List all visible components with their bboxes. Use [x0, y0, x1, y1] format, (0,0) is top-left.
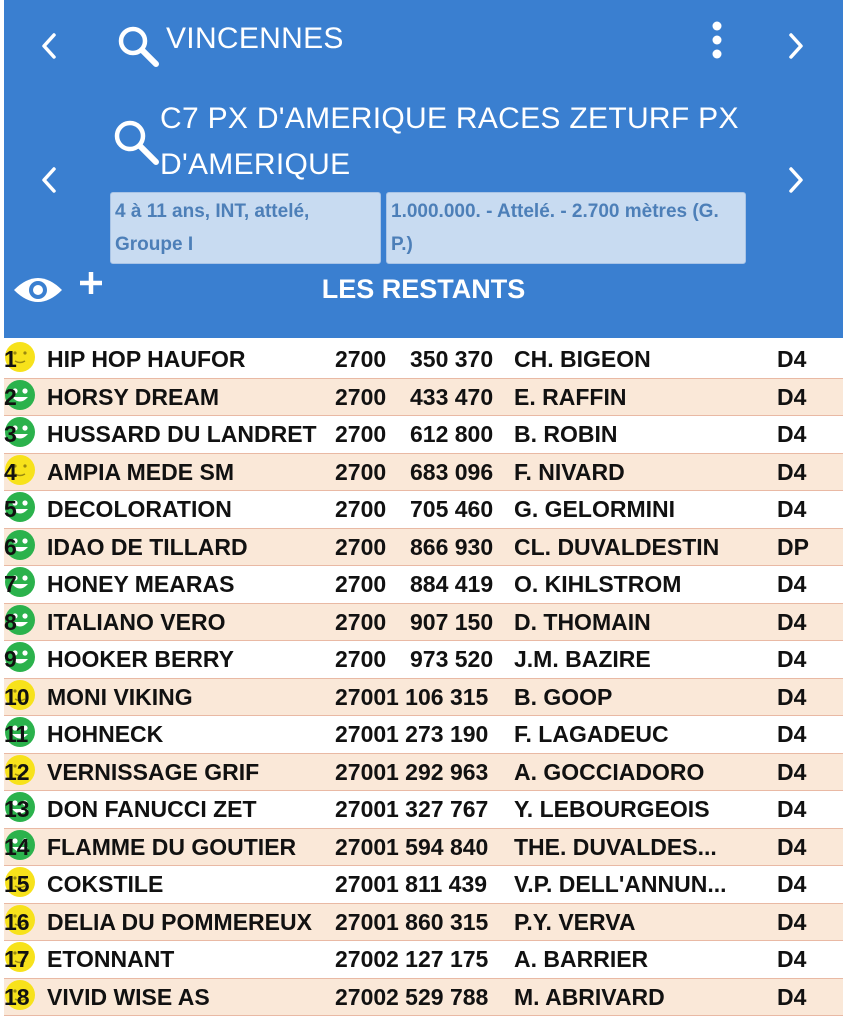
runner-gains: 884 419 — [410, 571, 494, 597]
runner-number: 10 — [4, 683, 30, 710]
runner-number: 6 — [4, 533, 17, 560]
shoeing-code: D4 — [777, 758, 807, 785]
runner-number: 17 — [4, 946, 30, 972]
horse-name: DELIA DU POMMEREUX — [47, 908, 312, 935]
prev-race-button[interactable] — [29, 158, 69, 202]
runner-number: 11 — [4, 721, 29, 747]
runner-gains: 1 594 840 — [386, 833, 489, 860]
shoeing-code: D4 — [777, 721, 807, 747]
horse-name: DON FANUCCI ZET — [47, 796, 257, 822]
runner-number: 4 — [4, 458, 17, 485]
horse-name: ETONNANT — [47, 946, 175, 972]
next-race-button[interactable] — [776, 158, 816, 202]
runner-row[interactable] — [4, 866, 843, 904]
section-title: LES RESTANTS — [321, 274, 526, 304]
runner-distance: 2700 — [335, 683, 387, 710]
runner-gains: 350 370 — [410, 346, 494, 372]
runner-number: 12 — [4, 758, 30, 785]
horse-name: HOHNECK — [47, 721, 164, 747]
runner-row[interactable] — [4, 754, 843, 792]
driver-name: B. ROBIN — [514, 421, 618, 447]
driver-name: O. KIHLSTROM — [514, 571, 682, 597]
runner-number: 2 — [4, 383, 17, 410]
driver-name: M. ABRIVARD — [514, 983, 665, 1010]
driver-name: CH. BIGEON — [514, 346, 651, 372]
runner-gains: 612 800 — [410, 421, 494, 447]
runner-row[interactable] — [4, 416, 843, 454]
runner-gains: 1 327 767 — [386, 796, 489, 822]
runner-gains: 1 292 963 — [386, 758, 489, 785]
horse-name: HOOKER BERRY — [47, 646, 234, 672]
race-conditions: 4 à 11 ans, INT, attelé, Groupe I — [110, 192, 381, 264]
runner-distance: 2700 — [335, 833, 387, 860]
runner-distance: 2700 — [335, 758, 387, 785]
driver-name: CL. DUVALDESTIN — [514, 533, 720, 560]
runner-number: 8 — [4, 608, 17, 635]
runner-number: 1 — [4, 346, 17, 372]
shoeing-code: D4 — [777, 646, 807, 672]
runner-gains: 1 106 315 — [386, 683, 489, 710]
runner-distance: 2700 — [335, 608, 387, 635]
runner-row[interactable] — [4, 454, 843, 492]
runner-number: 14 — [4, 833, 30, 860]
driver-name: G. GELORMINI — [514, 496, 675, 522]
driver-name: J.M. BAZIRE — [514, 646, 651, 672]
runner-distance: 2700 — [335, 571, 387, 597]
search-race-icon[interactable] — [112, 118, 162, 168]
runner-number: 3 — [4, 421, 17, 447]
driver-name: A. GOCCIADORO — [514, 758, 705, 785]
runner-row[interactable] — [4, 941, 843, 979]
runner-distance: 2700 — [335, 533, 387, 560]
chevron-left-icon — [39, 31, 59, 61]
runner-number: 13 — [4, 796, 30, 822]
more-vertical-icon — [712, 20, 722, 60]
runner-distance: 2700 — [335, 421, 387, 447]
driver-name: Y. LEBOURGEOIS — [514, 796, 710, 822]
runner-row[interactable] — [4, 566, 843, 604]
runner-gains: 866 930 — [410, 533, 494, 560]
shoeing-code: D4 — [777, 983, 807, 1010]
shoeing-code: D4 — [777, 571, 807, 597]
horse-name: VERNISSAGE GRIF — [47, 758, 260, 785]
runner-distance: 2700 — [335, 796, 387, 822]
runner-number: 5 — [4, 496, 17, 522]
runner-distance: 2700 — [335, 946, 387, 972]
runner-distance: 2700 — [335, 908, 387, 935]
horse-name: HUSSARD DU LANDRET — [47, 421, 317, 447]
runner-gains: 683 096 — [410, 458, 494, 485]
overflow-menu-button[interactable] — [702, 18, 732, 62]
venue-name[interactable]: VINCENNES — [166, 22, 344, 55]
horse-name: HIP HOP HAUFOR — [47, 346, 246, 372]
driver-name: D. THOMAIN — [514, 608, 651, 635]
driver-name: THE. DUVALDES... — [514, 833, 717, 860]
prev-venue-button[interactable] — [29, 24, 69, 68]
shoeing-code: D4 — [777, 346, 807, 372]
runner-gains: 2 529 788 — [386, 983, 489, 1010]
race-header — [4, 0, 843, 338]
shoeing-code: D4 — [777, 608, 807, 635]
driver-name: B. GOOP — [514, 683, 613, 710]
shoeing-code: D4 — [777, 458, 807, 485]
runner-distance: 2700 — [335, 346, 387, 372]
runner-number: 16 — [4, 908, 30, 935]
driver-name: E. RAFFIN — [514, 383, 627, 410]
horse-name: ITALIANO VERO — [47, 608, 226, 635]
runner-row[interactable] — [4, 979, 843, 1017]
runner-row[interactable] — [4, 904, 843, 942]
runner-distance: 2700 — [335, 383, 387, 410]
shoeing-code: D4 — [777, 871, 807, 897]
horse-name: HONEY MEARAS — [47, 571, 235, 597]
runner-number: 15 — [4, 871, 30, 897]
runner-gains: 433 470 — [410, 383, 494, 410]
driver-name: A. BARRIER — [514, 946, 649, 972]
runner-row[interactable] — [4, 341, 843, 379]
driver-name: F. LAGADEUC — [514, 721, 669, 747]
horse-name: COKSTILE — [47, 871, 164, 897]
runner-row[interactable] — [4, 529, 843, 567]
shoeing-code: D4 — [777, 833, 807, 860]
runner-number: 7 — [4, 571, 17, 597]
runner-distance: 2700 — [335, 458, 387, 485]
shoeing-code: DP — [777, 533, 809, 560]
driver-name: V.P. DELL'ANNUN... — [514, 871, 727, 897]
runner-row[interactable] — [4, 379, 843, 417]
runner-number: 9 — [4, 646, 17, 672]
horse-name: AMPIA MEDE SM — [47, 458, 234, 485]
shoeing-code: D4 — [777, 946, 807, 972]
runner-row[interactable] — [4, 679, 843, 717]
runner-gains: 1 860 315 — [386, 908, 489, 935]
horse-name: MONI VIKING — [47, 683, 193, 710]
search-venue-icon[interactable] — [116, 24, 162, 70]
driver-name: F. NIVARD — [514, 458, 625, 485]
race-details: 1.000.000. - Attelé. - 2.700 mètres (G. P.) — [386, 192, 746, 264]
runner-gains: 973 520 — [410, 646, 494, 672]
shoeing-code: D4 — [777, 421, 807, 447]
race-title[interactable]: C7 PX D'AMERIQUE RACES ZETURF PX D'AMERIQUE — [160, 102, 739, 181]
runner-distance: 2700 — [335, 871, 387, 897]
chevron-left-icon — [39, 165, 59, 195]
runner-row[interactable] — [4, 604, 843, 642]
runner-row[interactable] — [4, 641, 843, 679]
chevron-right-icon — [786, 165, 806, 195]
runner-gains: 1 273 190 — [386, 721, 489, 747]
runner-distance: 2700 — [335, 496, 387, 522]
runner-distance: 2700 — [335, 983, 387, 1010]
horse-name: VIVID WISE AS — [47, 983, 210, 1010]
runner-distance: 2700 — [335, 721, 387, 747]
chevron-right-icon — [786, 31, 806, 61]
horse-name: IDAO DE TILLARD — [47, 533, 248, 560]
runner-row[interactable] — [4, 791, 843, 829]
next-venue-button[interactable] — [776, 24, 816, 68]
runner-gains: 1 811 439 — [386, 871, 488, 897]
driver-name: P.Y. VERVA — [514, 908, 636, 935]
runner-number: 18 — [4, 983, 30, 1010]
shoeing-code: D4 — [777, 908, 807, 935]
horse-name: HORSY DREAM — [47, 383, 220, 410]
runners-list — [4, 341, 843, 1016]
runner-row[interactable] — [4, 829, 843, 867]
runner-row[interactable] — [4, 491, 843, 529]
runner-distance: 2700 — [335, 646, 387, 672]
runner-gains: 705 460 — [410, 496, 494, 522]
shoeing-code: D4 — [777, 796, 807, 822]
shoeing-code: D4 — [777, 683, 807, 710]
horse-name: DECOLORATION — [47, 496, 232, 522]
horse-name: FLAMME DU GOUTIER — [47, 833, 297, 860]
runner-row[interactable] — [4, 716, 843, 754]
runner-gains: 907 150 — [410, 608, 494, 635]
runner-gains: 2 127 175 — [386, 946, 489, 972]
shoeing-code: D4 — [777, 496, 807, 522]
shoeing-code: D4 — [777, 383, 807, 410]
